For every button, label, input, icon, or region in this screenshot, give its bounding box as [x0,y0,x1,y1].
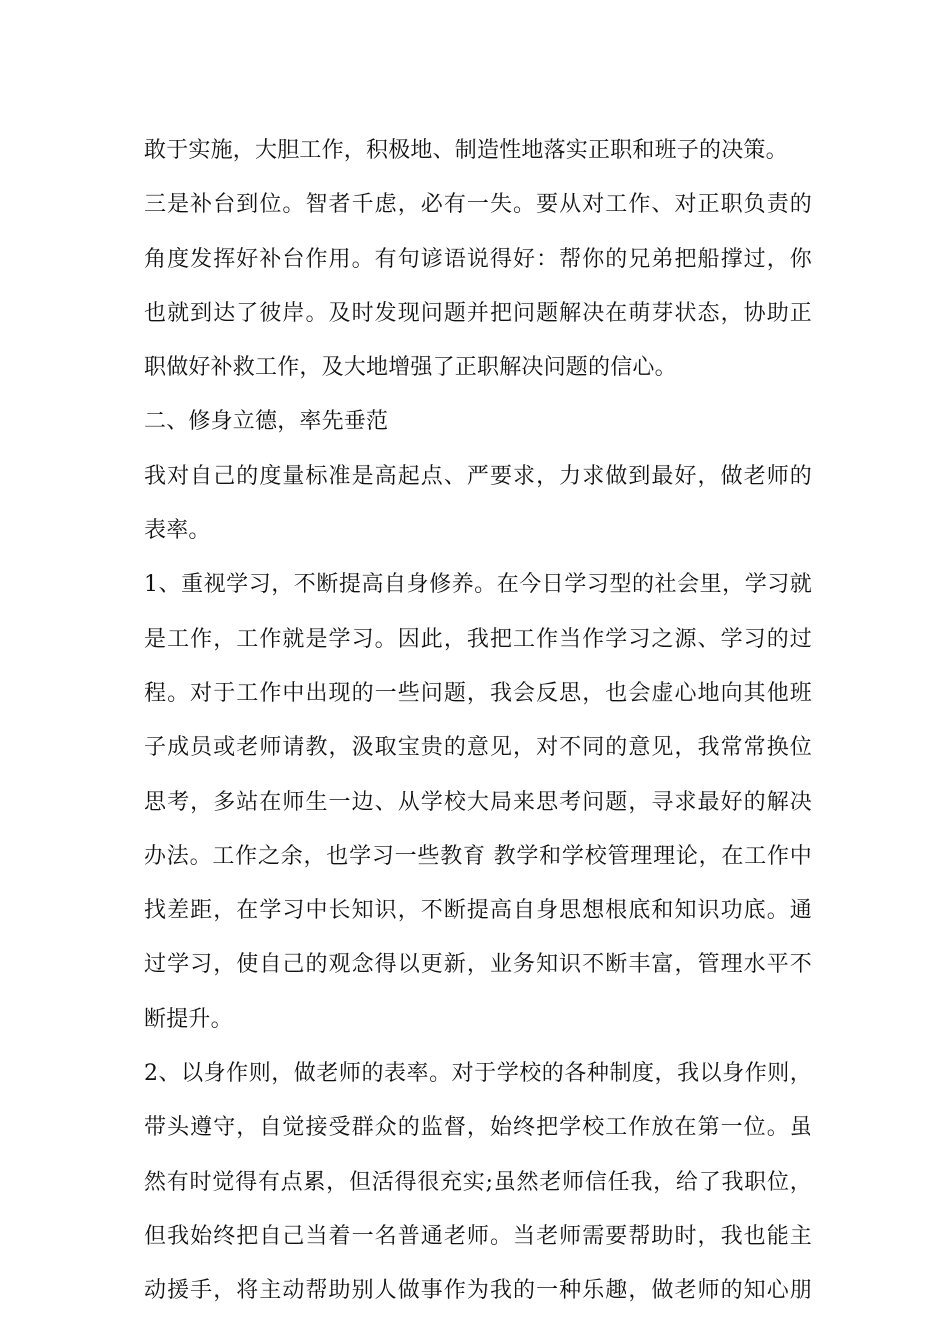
text-line: 敢于实施，大胆工作，积极地、制造性地落实正职和班子的决策。 [144,138,788,163]
text-line: 子成员或老师请教，汲取宝贵的意见，对不同的意见，我常常换位 [144,735,812,761]
text-line: 断提升。 [144,1006,233,1032]
text-line: 找差距，在学习中长知识，不断提高自身思想根底和知识功底。通 [144,898,812,924]
text-line: 表率。 [144,518,211,544]
text-line: 也就到达了彼岸。及时发现问题并把问题解决在萌芽状态，协助正 [144,300,812,326]
text-line: 带头遵守，自觉接受群众的监督，始终把学校工作放在第一位。虽 [144,1115,812,1141]
text-line: 然有时觉得有点累，但活得很充实;虽然老师信任我，给了我职位， [144,1169,812,1195]
text-line: 动援手，将主动帮助别人做事作为我的一种乐趣，做老师的知心朋 [144,1278,812,1304]
text-line: 1、重视学习，不断提高自身修养。在今日学习型的社会里，学习就 [144,572,812,598]
text-line: 2、以身作则，做老师的表率。对于学校的各种制度，我以身作则， [144,1061,812,1087]
text-line: 程。对于工作中出现的一些问题，我会反思，也会虚心地向其他班 [144,680,812,706]
text-line: 职做好补救工作，及大地增强了正职解决问题的信心。 [144,355,677,381]
text-line: 角度发挥好补台作用。有句谚语说得好：帮你的兄弟把船撑过，你 [144,246,812,272]
text-line: 但我始终把自己当着一名普通老师。当老师需要帮助时，我也能主 [144,1223,812,1249]
text-line: 是工作，工作就是学习。因此，我把工作当作学习之源、学习的过 [144,626,812,652]
text-line: 办法。工作之余，也学习一些教育 教学和学校管理理论，在工作中 [144,843,812,869]
section-heading: 二、修身立德，率先垂范 [144,409,389,435]
text-line: 我对自己的度量标准是高起点、严要求，力求做到最好，做老师的 [144,463,812,489]
text-line: 思考，多站在师生一边、从学校大局来思考问题，寻求最好的解决 [144,789,812,815]
document-body [144,128,812,1323]
text-line: 过学习，使自己的观念得以更新，业务知识不断丰富，管理水平不 [144,952,812,978]
text-line: 三是补台到位。智者千虑，必有一失。要从对工作、对正职负责的 [144,192,812,218]
